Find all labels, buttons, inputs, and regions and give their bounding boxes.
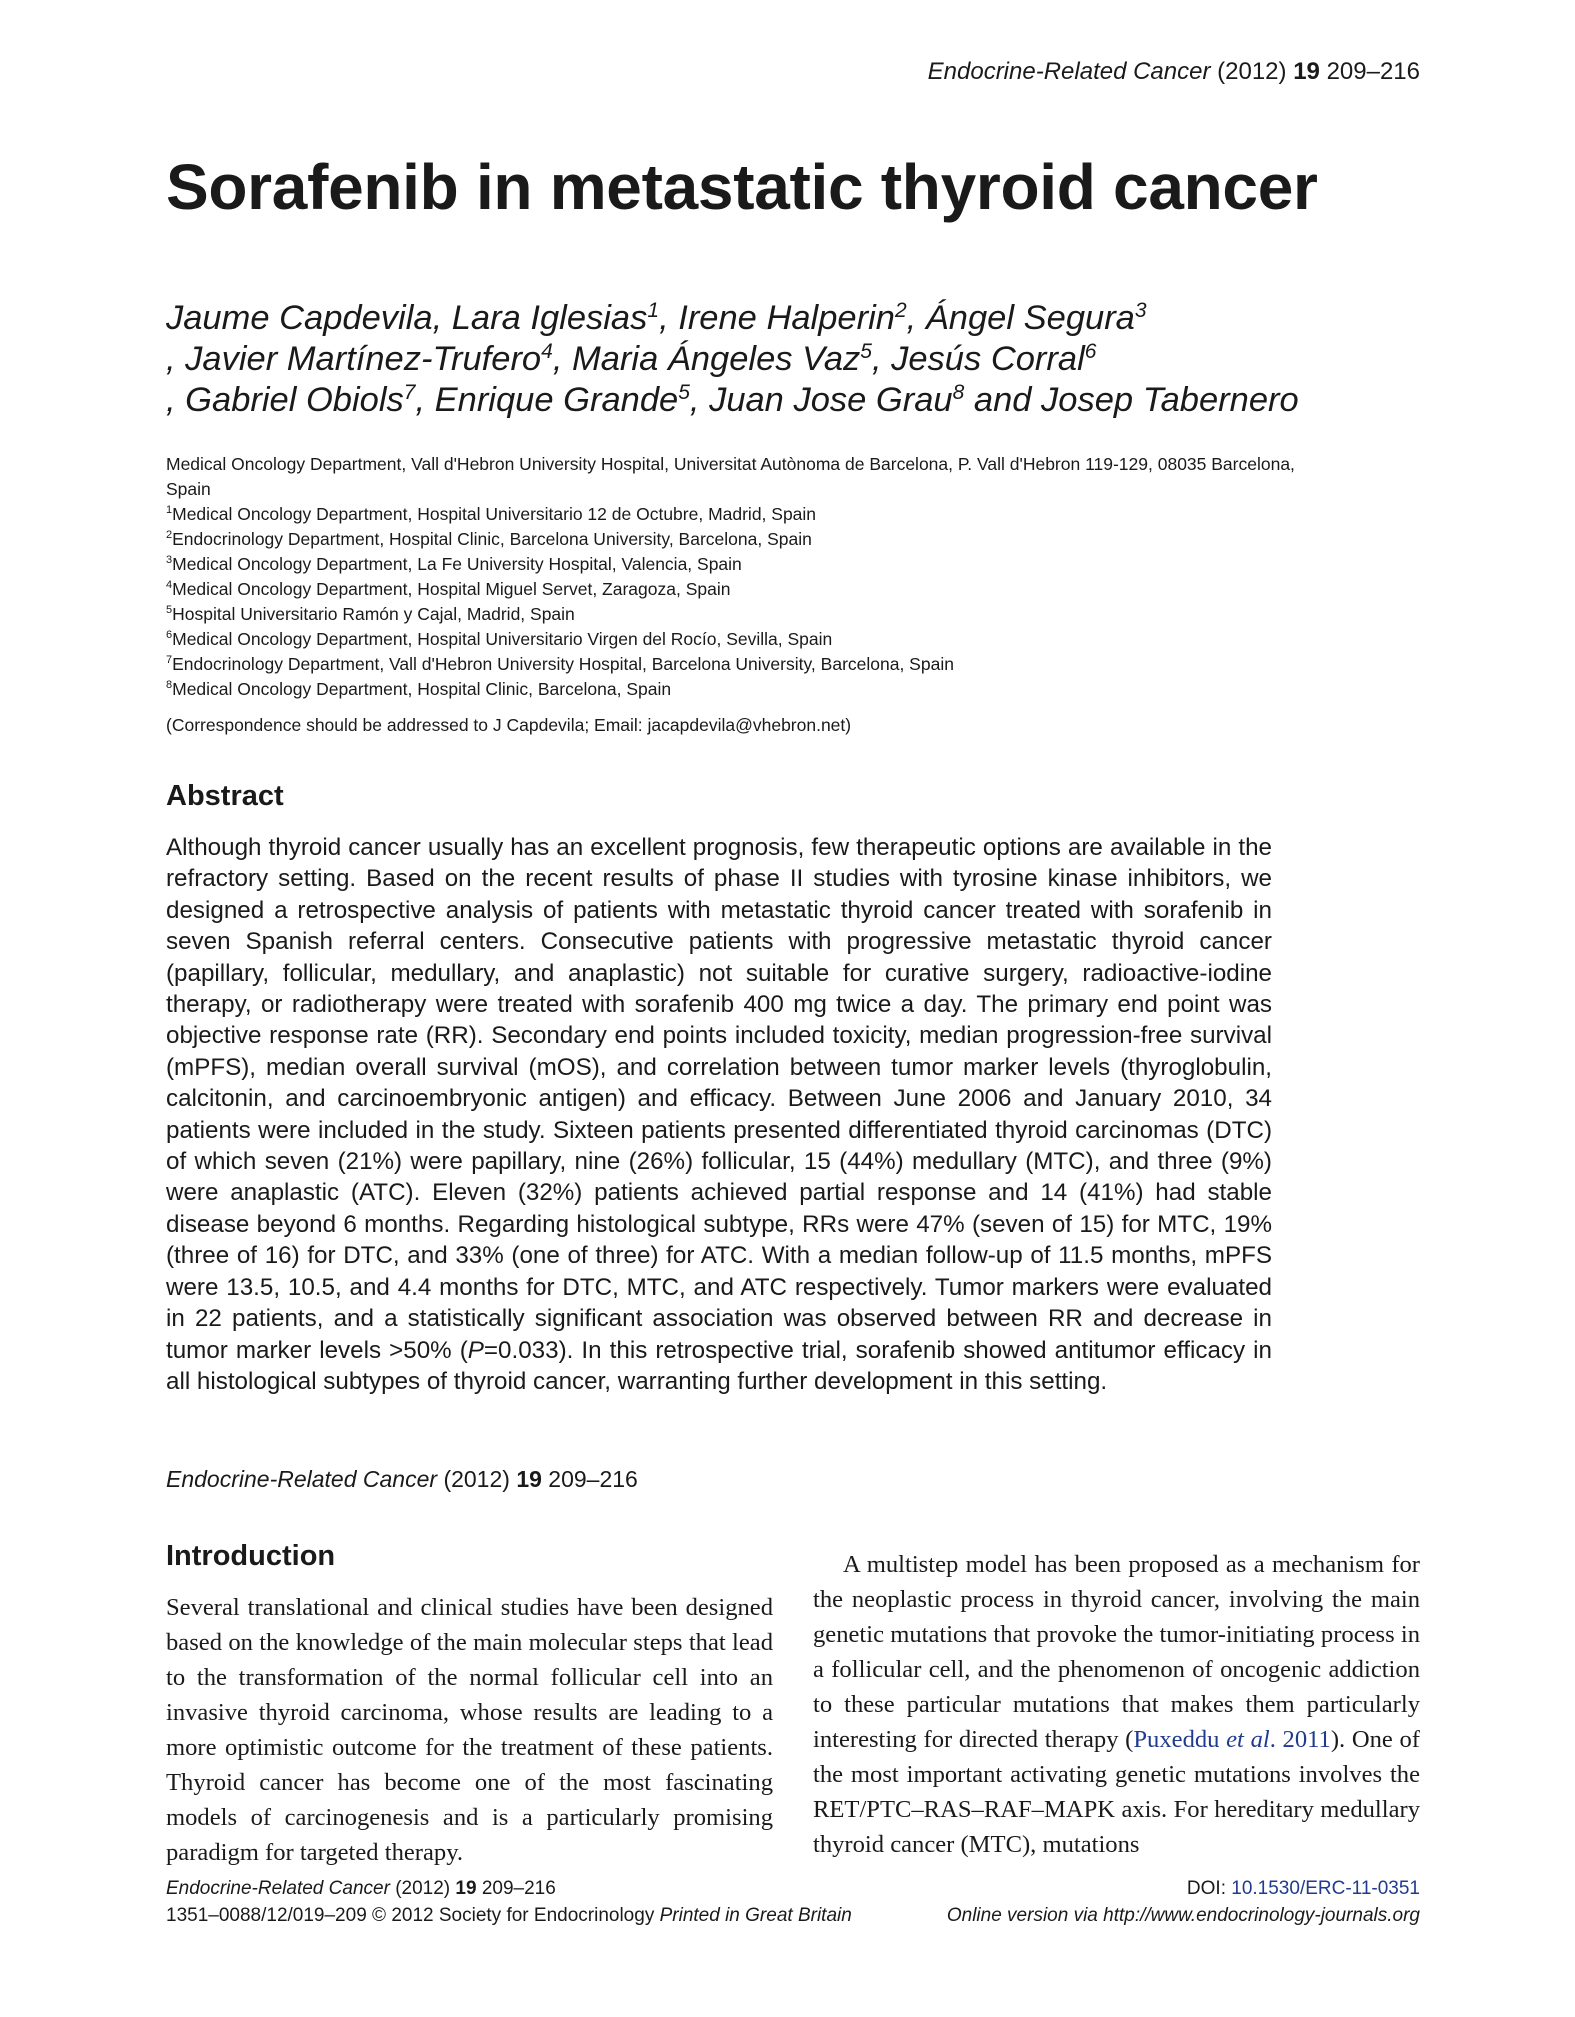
affiliation-text: Medical Oncology Department, Vall d'Hebron University Hospital, Universitat Autònoma de Barcelona, P. Vall d'Hebron 119-129, 08035 Barcelona, Spain	[166, 454, 1295, 499]
author-affiliation-mark: 6	[1084, 340, 1097, 363]
footer-online-version: Online version via http://www.endocrinology-journals.org	[946, 1905, 1420, 1926]
author-name: Juan Jose Grau	[709, 381, 953, 419]
author-affiliation-mark: 1	[647, 299, 660, 322]
author-affiliation-mark: 8	[952, 381, 965, 404]
affiliation-mark: 1	[166, 504, 173, 516]
correspondence-note: (Correspondence should be addressed to J Capdevila; Email: jacapdevila@vhebron.net)	[166, 715, 852, 735]
p-value-symbol: P	[467, 1336, 484, 1364]
abstract-citation	[166, 1466, 638, 1493]
affiliation-mark: 5	[166, 604, 173, 616]
affiliation	[166, 502, 1316, 527]
author-affiliation-mark: 4	[541, 340, 553, 363]
running-head	[928, 58, 1420, 86]
author-name: Enrique Grande	[434, 381, 679, 419]
affiliation	[166, 627, 1316, 652]
affiliation-mark: 7	[166, 654, 173, 666]
author-list: Jaume Capdevila, Lara Iglesias$^1$, Irene Halperin$^2$, Ángel Segura$^3$ , Javier Martínez-Trufero$^4$, Maria Ángeles Vaz$^5$, Jesús Corral$^6$ , Gabriel Obiols$^7$, Enrique Grande$^5$, Juan Jose Grau$^8$ and Josep Tabernero	[166, 299, 1299, 419]
author-name: Josep Tabernero	[1041, 381, 1299, 419]
affiliation-text: Hospital Universitario Ramón y Cajal, Madrid, Spain	[172, 604, 575, 624]
affiliation-text: Endocrinology Department, Vall d'Hebron University Hospital, Barcelona University, Barcelona, Spain	[172, 654, 954, 674]
author-affiliation-mark: 5	[678, 381, 690, 404]
abstract-heading: Abstract	[166, 780, 284, 812]
affiliation	[166, 602, 1316, 627]
reference-link-puxeddu[interactable]: Puxeddu et al. 2011	[1133, 1726, 1331, 1753]
affiliation-text: Medical Oncology Department, La Fe University Hospital, Valencia, Spain	[172, 554, 742, 574]
affiliation-list	[166, 452, 1316, 702]
intro-left-column: Several translational and clinical studies have been designed based on the knowledge of the main molecular steps that lead to the transformation of the normal follicular cell into an invasive thyroid carcinoma, whose results are leading to a more optimistic outcome for the treatment of these patients. Thyroid cancer has become one of the most fascinating models of carcinogenesis and is a particularly promising paradigm for targeted therapy.	[166, 1594, 773, 1866]
affiliation-text: Medical Oncology Department, Hospital Clinic, Barcelona, Spain	[172, 679, 672, 699]
affiliation-mark: 8	[166, 679, 173, 691]
affiliation-mark: 6	[166, 629, 173, 641]
affiliation	[166, 552, 1316, 577]
affiliation-mark: 4	[166, 579, 173, 591]
author-name: Maria Ángeles Vaz	[571, 340, 861, 378]
cite-journal: Endocrine-Related Cancer	[166, 1466, 438, 1492]
intro-right-part-2: ). One of the most important activating genetic mutations involves the RET/PTC–RAS–RAF–MAPK axis. For hereditary medullary thyroid cancer (MTC), mutations	[813, 1726, 1420, 1858]
intro-right-column	[813, 1547, 1420, 1862]
footer-doi: DOI: 10.1530/ERC-11-0351	[1186, 1878, 1420, 1899]
author-name: Jesús Corral	[891, 340, 1085, 378]
affiliation-text: Medical Oncology Department, Hospital Universitario 12 de Octubre, Madrid, Spain	[172, 504, 817, 524]
author-name: Ángel Segura	[925, 299, 1135, 337]
author-name: Irene Halperin	[678, 299, 895, 337]
abstract-part-2: =0.033). In this retrospective trial, sorafenib showed antitumor efficacy in all histological subtypes of thyroid cancer, warranting further development in this setting.	[166, 1336, 1272, 1395]
author-affiliation-mark: 5	[860, 340, 872, 363]
journal-pages: 209–216	[1326, 58, 1420, 85]
affiliation-text: Endocrinology Department, Hospital Clinic, Barcelona University, Barcelona, Spain	[172, 529, 812, 549]
author-affiliation-mark: 3	[1134, 299, 1147, 322]
affiliation	[166, 452, 1316, 502]
doi-link[interactable]: 10.1530/ERC-11-0351	[1231, 1878, 1420, 1899]
affiliation	[166, 527, 1316, 552]
footer-copyright: 1351–0088/12/019–209 © 2012 Society for Endocrinology Printed in Great Britain	[166, 1905, 852, 1926]
affiliation-text: Medical Oncology Department, Hospital Universitario Virgen del Rocío, Sevilla, Spain	[172, 629, 833, 649]
author-name: Lara Iglesias	[451, 299, 648, 337]
author-affiliation-mark: 2	[894, 299, 907, 322]
article-title: Sorafenib in metastatic thyroid cancer	[166, 151, 1318, 223]
intro-right-part-1: A multistep model has been proposed as a mechanism for the neoplastic process in thyroid cancer, involving the main genetic mutations that provoke the tumor-initiating process in a follicular cell, and the phenomenon of oncogenic addiction to these particular mutations that makes them particularly interesting for directed therapy (	[813, 1551, 1420, 1753]
author-name: Javier Martínez-Trufero	[185, 340, 542, 378]
affiliation-mark: 3	[166, 554, 173, 566]
abstract-text	[166, 832, 1272, 1397]
journal-year: (2012)	[1217, 58, 1287, 85]
cite-pages: 209–216	[548, 1466, 638, 1492]
cite-year: (2012)	[443, 1466, 510, 1492]
footer-citation: Endocrine-Related Cancer (2012) 19 209–216	[166, 1878, 556, 1899]
abstract-part-1: Although thyroid cancer usually has an excellent prognosis, few therapeutic options are available in the refractory setting. Based on the recent results of phase II studies with tyrosine kinase inhibitors, we designed a retrospective analysis of patients with metastatic thyroid cancer treated with sorafenib in seven Spanish referral centers. Consecutive patients with progressive metastatic thyroid cancer (papillary, follicular, medullary, and anaplastic) not suitable for curative surgery, radioactive-iodine therapy, or radiotherapy were treated with sorafenib 400 mg twice a day. The primary end point was objective response rate (RR). Secondary end points included toxicity, median progression-free survival (mPFS), median overall survival (mOS), and correlation between tumor marker levels (thyroglobulin, calcitonin, and carcinoembryonic antigen) and efficacy. Between June 2006 and January 2010, 34 patients were included in the study. Sixteen patients presented differentiated thyroid carcinomas (DTC) of which seven (21%) were papillary, nine (26%) follicular, 15 (44%) medullary (MTC), and three (9%) were anaplastic (ATC). Eleven (32%) patients achieved partial response and 14 (41%) had stable disease beyond 6 months. Regarding histological subtype, RRs were 47% (seven of 15) for MTC, 19% (three of 16) for DTC, and 33% (one of three) for ATC. With a median follow-up of 11.5 months, mPFS were 13.5, 10.5, and 4.4 months for DTC, MTC, and ATC respectively. Tumor markers were evaluated in 22 patients, and a statistically significant association was observed between RR and decrease in tumor marker levels >50% (	[166, 834, 1272, 1364]
author-name: Jaume Capdevila	[166, 299, 433, 337]
journal-volume: 19	[1293, 58, 1320, 85]
journal-name: Endocrine-Related Cancer	[927, 58, 1211, 85]
affiliation	[166, 677, 1316, 702]
affiliation-mark: 2	[166, 529, 173, 541]
affiliation-text: Medical Oncology Department, Hospital Miguel Servet, Zaragoza, Spain	[172, 579, 731, 599]
author-name: Gabriel Obiols	[185, 381, 404, 419]
cite-volume: 19	[516, 1466, 542, 1492]
affiliation	[166, 577, 1316, 602]
author-affiliation-mark: 7	[403, 381, 416, 404]
introduction-heading: Introduction	[166, 1540, 336, 1572]
affiliation	[166, 652, 1316, 677]
